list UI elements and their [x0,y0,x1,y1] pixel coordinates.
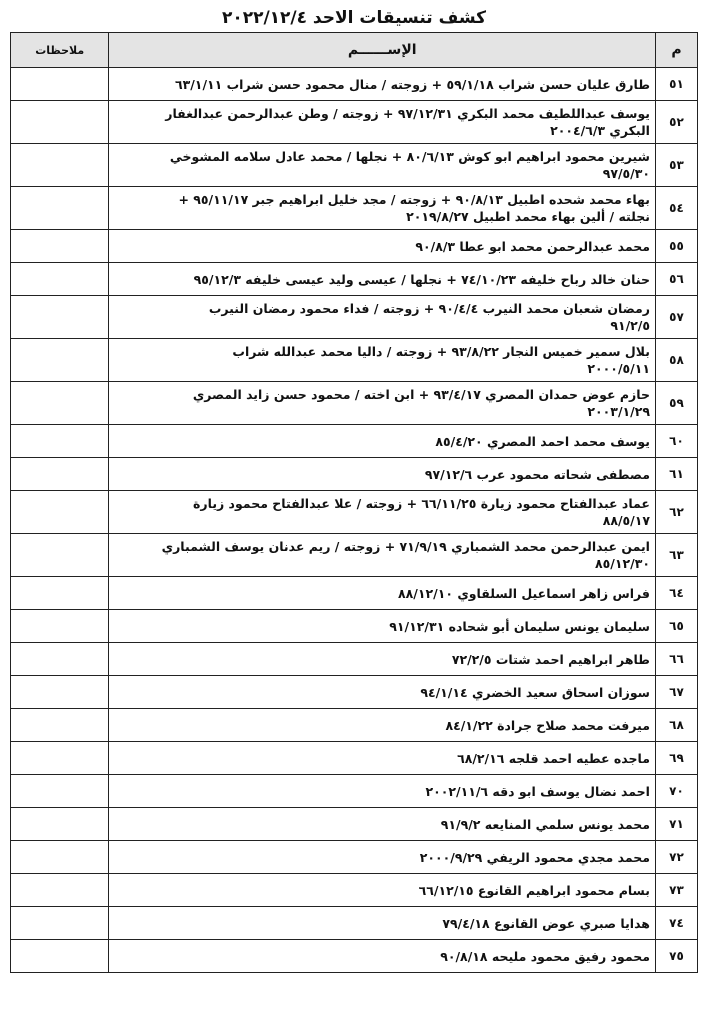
table-row [11,187,698,230]
row-notes-cell [11,339,109,382]
row-notes-cell [11,263,109,296]
row-name-cell [109,296,656,339]
table-row [11,101,698,144]
row-notes-cell [11,101,109,144]
row-number: ٥٧ [655,296,697,339]
table-row [11,577,698,610]
row-name-cell [109,808,656,841]
name-line: ٢٠٠٣/١/٢٩ [587,404,650,419]
name-line: يوسف محمد احمد المصري ٨٥/٤/٢٠ [435,433,650,449]
row-notes-cell [11,382,109,425]
row-name-cell [109,491,656,534]
table-row [11,491,698,534]
row-name-cell [109,187,656,230]
row-number: ٦٤ [655,577,697,610]
row-number: ٦٠ [655,425,697,458]
row-notes-cell [11,808,109,841]
row-notes-cell [11,144,109,187]
row-number: ٦٣ [655,534,697,577]
name-line: طاهر ابراهيم احمد شتات ٧٢/٢/٥ [451,651,650,667]
row-number: ٥٣ [655,144,697,187]
row-name-cell [109,940,656,973]
name-line: ٩٧/٥/٣٠ [602,166,650,181]
row-name-cell [109,534,656,577]
row-name-cell [109,382,656,425]
row-number: ٦٩ [655,742,697,775]
row-number: ٦٢ [655,491,697,534]
name-line: ٩١/٢/٥ [610,318,650,333]
row-notes-cell [11,874,109,907]
row-name-cell [109,425,656,458]
row-name-cell [109,742,656,775]
row-name-cell [109,101,656,144]
row-name-cell [109,339,656,382]
row-number: ٦٨ [655,709,697,742]
row-notes-cell [11,841,109,874]
row-number: ٥٨ [655,339,697,382]
name-line: شيرين محمود ابراهيم ابو كوش ٨٠/٦/١٣ + نجلها / محمد عادل سلامه المشوخي [169,149,650,164]
table-row [11,610,698,643]
name-line: بلال سمير خميس النجار ٩٣/٨/٢٢ + زوجته / داليا محمد عبدالله شراب [232,344,650,359]
name-line: سوزان اسحاق سعيد الخضري ٩٤/١/١٤ [420,684,650,700]
name-line: حنان خالد رباح خليفه ٧٤/١٠/٢٣ + نجلها / عيسى وليد عيسى خليفه ٩٥/١٢/٣ [193,271,650,287]
row-notes-cell [11,68,109,101]
name-line: احمد نضال يوسف ابو دقه ٢٠٠٢/١١/٦ [425,783,650,799]
row-name-cell [109,263,656,296]
table-row [11,940,698,973]
row-notes-cell [11,610,109,643]
row-notes-cell [11,709,109,742]
name-line: ٨٨/٥/١٧ [602,513,650,528]
name-column-header: الإســــــم [109,33,656,68]
row-number: ٦١ [655,458,697,491]
row-name-cell [109,907,656,940]
table-row [11,458,698,491]
name-line: محمد يونس سلمي المنايعه ٩١/٩/٢ [440,816,650,832]
table-header-row [11,33,698,68]
table-row [11,874,698,907]
row-name-cell [109,610,656,643]
row-notes-cell [11,458,109,491]
names-table [10,32,698,973]
table-row [11,841,698,874]
name-line: رمضان شعبان محمد النيرب ٩٠/٤/٤ + زوجته / فداء محمود رمضان النيرب [208,301,650,316]
row-notes-cell [11,940,109,973]
notes-column-header: ملاحظات [11,33,109,68]
row-number: ٧٤ [655,907,697,940]
table-row [11,339,698,382]
name-line: فراس زاهر اسماعيل السلقاوي ٨٨/١٢/١٠ [398,585,650,601]
table-row [11,808,698,841]
row-name-cell [109,643,656,676]
table-row [11,534,698,577]
table-row [11,742,698,775]
row-notes-cell [11,296,109,339]
table-row [11,643,698,676]
name-line: مصطفى شحاته محمود عرب ٩٧/١٢/٦ [424,466,650,482]
number-column-header: م [655,33,697,68]
row-name-cell [109,458,656,491]
row-notes-cell [11,534,109,577]
name-line: عماد عبدالفتاح محمود زيارة ٦٦/١١/٢٥ + زوجته / علا عبدالفتاح محمود زيارة [193,496,650,511]
name-line: ماجده عطيه احمد قلجه ٦٨/٢/١٦ [457,750,650,766]
row-number: ٧٥ [655,940,697,973]
name-line: ميرفت محمد صلاح جرادة ٨٤/١/٢٢ [445,717,650,733]
row-notes-cell [11,491,109,534]
name-line: سليمان يونس سليمان أبو شحاده ٩١/١٢/٣١ [389,618,650,634]
row-name-cell [109,709,656,742]
row-name-cell [109,775,656,808]
row-number: ٥٩ [655,382,697,425]
table-body [11,68,698,973]
table-row [11,382,698,425]
row-name-cell [109,676,656,709]
name-line: محمد مجدي محمود الريفي ٢٠٠٠/٩/٢٩ [419,849,650,865]
page-title: كشف تنسيقات الاحد ٢٠٢٢/١٢/٤ [221,8,487,28]
table-row [11,907,698,940]
row-number: ٥٥ [655,230,697,263]
name-line: محمود رفيق محمود مليحه ٩٠/٨/١٨ [440,948,650,964]
row-number: ٦٥ [655,610,697,643]
row-number: ٧٣ [655,874,697,907]
name-line: محمد عبدالرحمن محمد ابو عطا ٩٠/٨/٣ [415,238,650,254]
row-notes-cell [11,577,109,610]
row-notes-cell [11,742,109,775]
name-line: هدايا صبري عوض القانوع ٧٩/٤/١٨ [442,915,650,931]
row-number: ٥٦ [655,263,697,296]
row-name-cell [109,230,656,263]
table-row [11,144,698,187]
row-number: ٥٤ [655,187,697,230]
table-row [11,296,698,339]
row-name-cell [109,577,656,610]
row-number: ٧٢ [655,841,697,874]
table-row [11,425,698,458]
table-row [11,775,698,808]
row-name-cell [109,68,656,101]
name-line: طارق عليان حسن شراب ٥٩/١/١٨ + زوجته / منال محمود حسن شراب ٦٣/١/١١ [174,76,650,92]
row-notes-cell [11,187,109,230]
name-line: بهاء محمد شحده اطبيل ٩٠/٨/١٣ + زوجته / مجد خليل ابراهيم جبر ٩٥/١١/١٧ + [178,192,650,207]
row-name-cell [109,874,656,907]
name-line: نجلته / ألين بهاء محمد اطبيل ٢٠١٩/٨/٢٧ [406,209,650,224]
name-line: حازم عوض حمدان المصري ٩٣/٤/١٧ + ابن اخته / محمود حسن زايد المصري [192,387,650,402]
row-name-cell [109,841,656,874]
name-line: ٢٠٠٠/٥/١١ [587,361,650,376]
row-notes-cell [11,643,109,676]
row-notes-cell [11,230,109,263]
row-notes-cell [11,676,109,709]
name-line: البكري ٢٠٠٤/٦/٣ [550,123,650,138]
row-number: ٧١ [655,808,697,841]
table-row [11,68,698,101]
row-number: ٥١ [655,68,697,101]
row-notes-cell [11,907,109,940]
row-number: ٦٦ [655,643,697,676]
name-line: بسام محمود ابراهيم القانوع ٦٦/١٢/١٥ [418,882,650,898]
table-row [11,709,698,742]
table-row [11,263,698,296]
name-line: يوسف عبداللطيف محمد البكري ٩٧/١٢/٣١ + زوجته / وطن عبدالرحمن عبدالغفار [165,106,650,121]
row-number: ٥٢ [655,101,697,144]
row-notes-cell [11,775,109,808]
name-line: ٨٥/١٢/٣٠ [595,556,650,571]
row-name-cell [109,144,656,187]
row-number: ٦٧ [655,676,697,709]
table-row [11,676,698,709]
row-notes-cell [11,425,109,458]
name-line: ايمن عبدالرحمن محمد الشمباري ٧١/٩/١٩ + زوجته / ريم عدنان يوسف الشمباري [161,539,650,554]
row-number: ٧٠ [655,775,697,808]
table-row [11,230,698,263]
